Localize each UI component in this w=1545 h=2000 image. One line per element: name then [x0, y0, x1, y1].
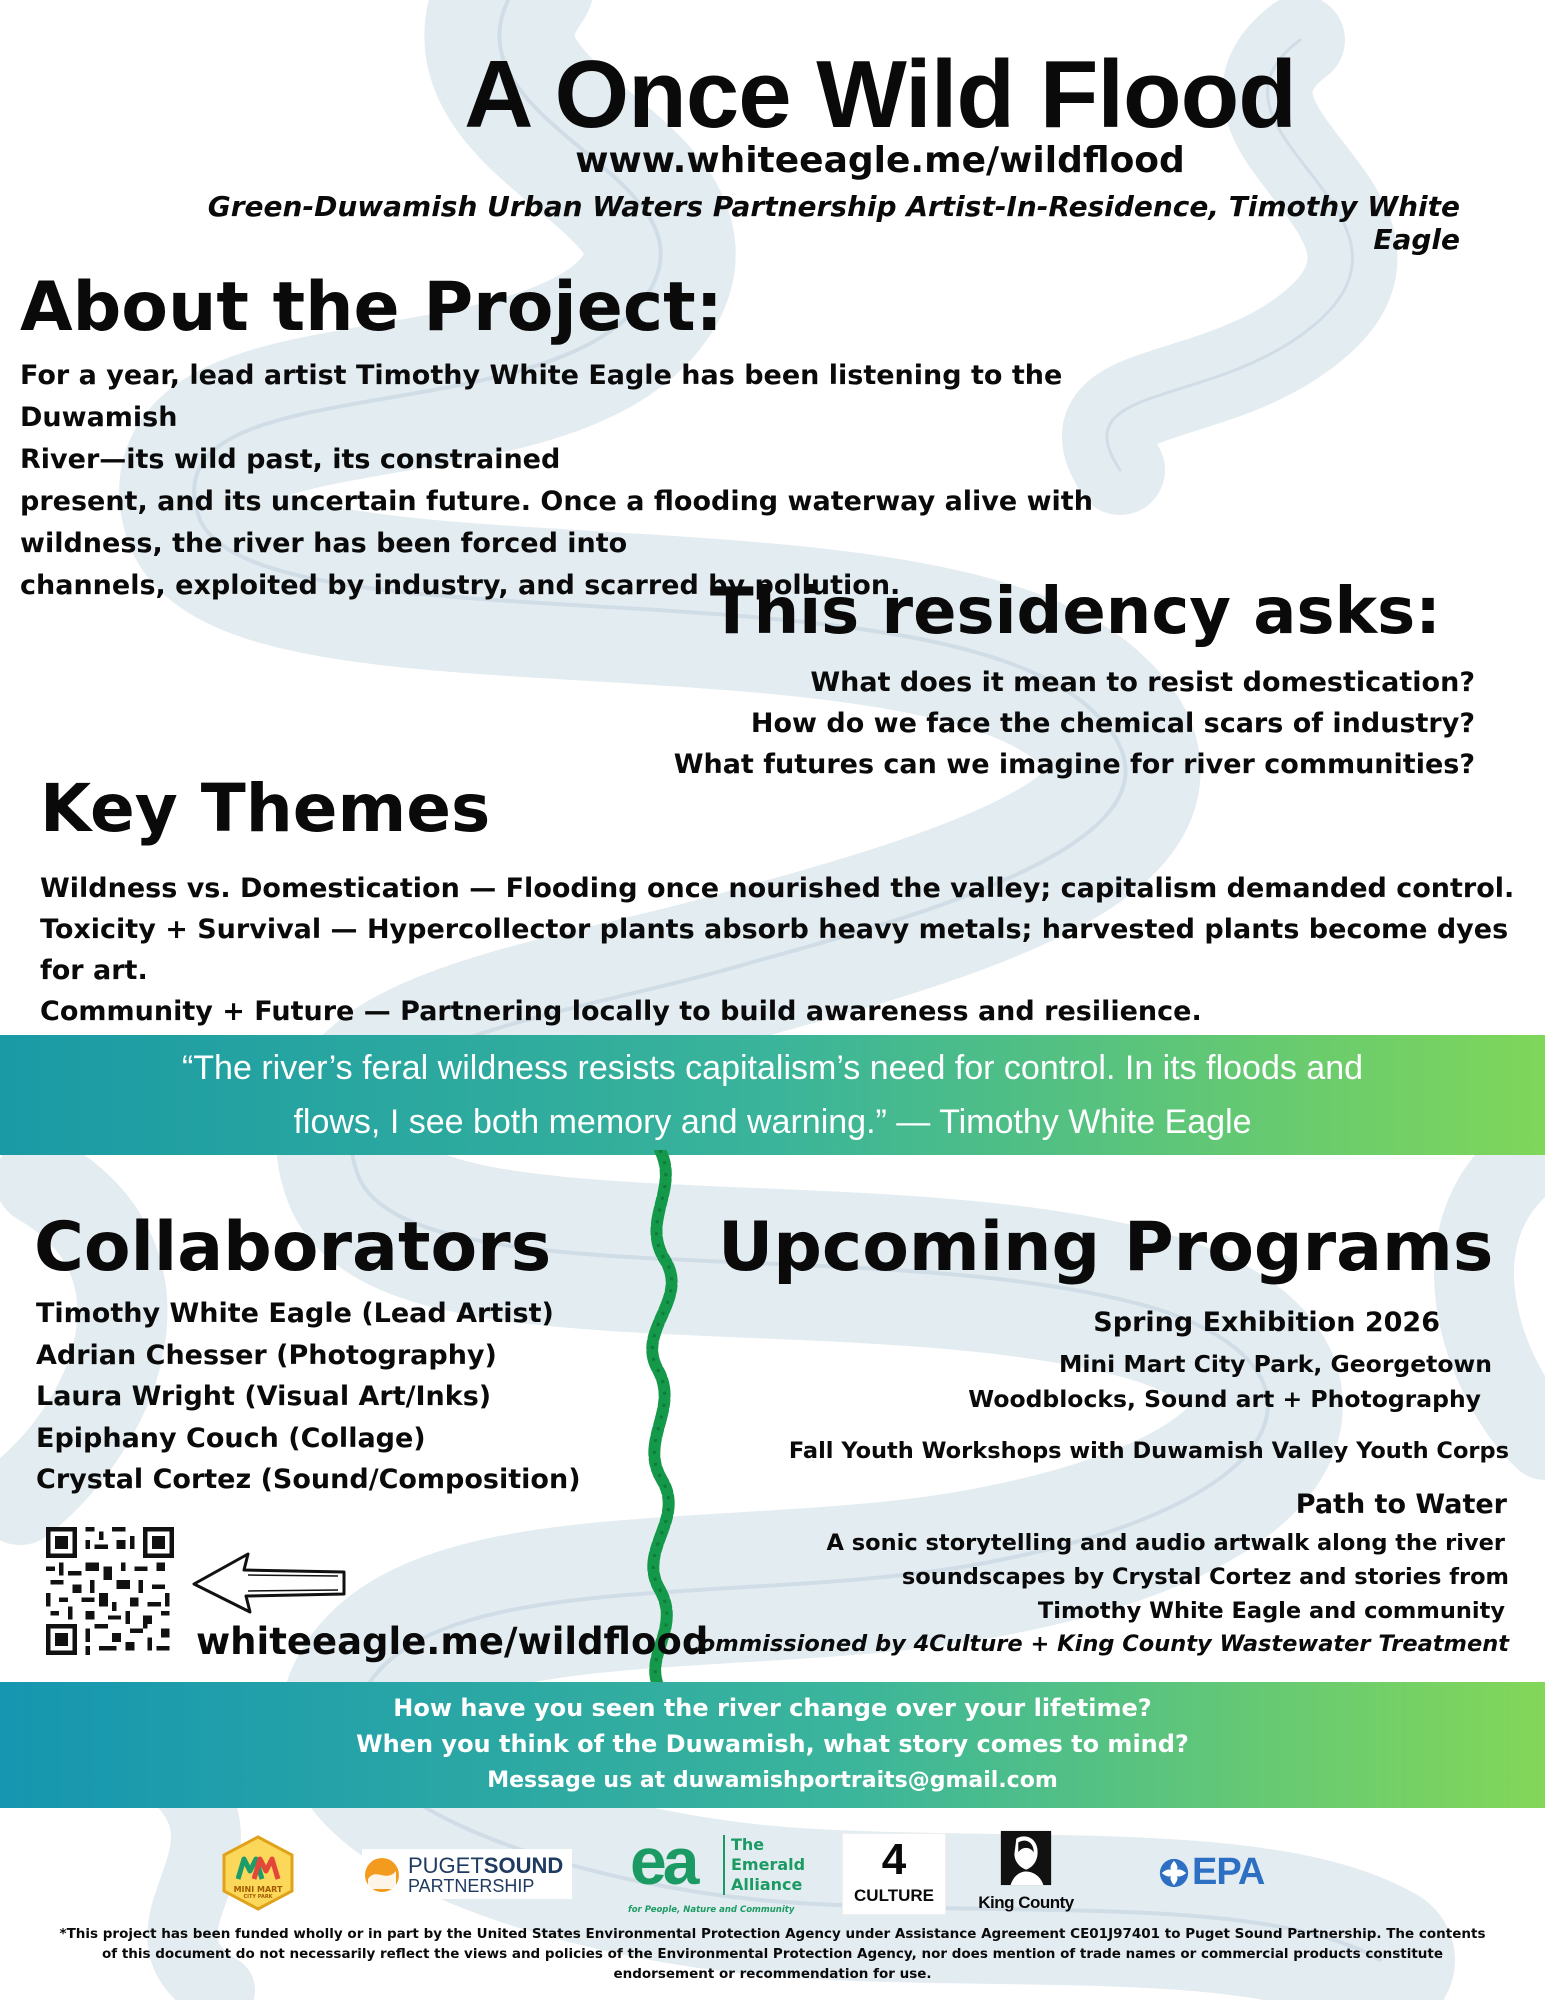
collaborator-item: Epiphany Couch (Collage) — [36, 1422, 426, 1454]
4culture-logo — [842, 1833, 946, 1915]
path-description-line: A sonic storytelling and audio artwalk along the river — [826, 1530, 1505, 1556]
mini-mart-logo — [222, 1835, 294, 1911]
exhibition-media: Woodblocks, Sound art + Photography — [968, 1385, 1481, 1413]
path-description-line: Timothy White Eagle and community — [1037, 1598, 1505, 1624]
qr-link-url[interactable]: whiteeagle.me/wildflood — [196, 1620, 709, 1663]
exhibition-location: Mini Mart City Park, Georgetown — [1058, 1350, 1492, 1378]
key-themes-list — [40, 868, 1530, 1032]
4culture-word: CULTURE — [854, 1886, 934, 1905]
ea-word: Emerald — [731, 1855, 806, 1874]
vine-divider — [620, 1150, 700, 1690]
about-paragraph — [20, 355, 1200, 607]
theme-item: Wildness vs. Domestication — Flooding once nourished the valley; capitalism demanded control. — [40, 873, 1515, 904]
4culture-number: 4 — [881, 1835, 907, 1884]
about-line: River—its wild past, its constrained — [20, 444, 561, 475]
collaborator-item: Adrian Chesser (Photography) — [36, 1339, 497, 1371]
collaborators-list — [36, 1293, 581, 1501]
cta-question: How have you seen the river change over your lifetime? — [393, 1694, 1152, 1722]
epa-flower-icon — [1158, 1857, 1190, 1889]
psp-word-partnership: PARTNERSHIP — [408, 1876, 535, 1896]
ea-mark: ea — [630, 1824, 696, 1898]
quote-line: “The river’s feral wildness resists capitalism’s need for control. In its floods and — [181, 1049, 1364, 1087]
path-description-line: soundscapes by Crystal Cortez and stories from — [901, 1564, 1509, 1590]
path-to-water-title: Path to Water — [1295, 1489, 1507, 1520]
collaborator-item: Laura Wright (Visual Art/Inks) — [36, 1381, 492, 1412]
theme-item: Toxicity + Survival — Hypercollector plants absorb heavy metals; harvested plants become dyes for art. — [40, 914, 1509, 986]
mini-mart-label: MINI MART — [233, 1885, 283, 1894]
epa-word: EPA — [1192, 1851, 1265, 1893]
king-county-logo — [978, 1827, 1074, 1923]
theme-item: Community + Future — Partnering locally to build awareness and resilience. — [40, 996, 1202, 1027]
collaborators-heading: Collaborators — [34, 1208, 552, 1287]
poster-title: A Once Wild Flood — [464, 41, 1296, 148]
epa-logo — [1158, 1851, 1278, 1897]
upcoming-programs-heading: Upcoming Programs — [718, 1208, 1494, 1287]
residency-asks-heading: This residency asks: — [710, 575, 1441, 649]
question-item: What does it mean to resist domestication? — [810, 667, 1475, 698]
youth-workshops: Fall Youth Workshops with Duwamish Valley Youth Corps — [788, 1438, 1509, 1464]
arrow-left-icon — [188, 1548, 348, 1618]
wave-circle-icon — [362, 1855, 402, 1895]
puget-sound-partnership-logo — [362, 1849, 572, 1899]
project-url[interactable]: www.whiteeagle.me/wildflood — [575, 140, 1185, 181]
mini-mart-sublabel: CITY PARK — [243, 1894, 273, 1900]
quote-line: flows, I see both memory and warning.” — Timothy White Eagle — [293, 1103, 1252, 1141]
psp-word-puget: PUGET — [408, 1853, 484, 1878]
question-item: How do we face the chemical scars of industry? — [750, 708, 1475, 739]
psp-word-sound: SOUND — [483, 1853, 564, 1878]
about-line: present, and its uncertain future. Once a flooding waterway alive with — [20, 486, 1093, 517]
about-line: wildness, the river has been forced into — [20, 528, 628, 559]
about-heading: About the Project: — [20, 268, 723, 347]
ea-word: Alliance — [731, 1875, 803, 1894]
about-line: For a year, lead artist Timothy White Eagle has been listening to the Duwamish — [20, 360, 1063, 433]
mlk-portrait-icon — [997, 1829, 1055, 1887]
residency-questions — [674, 662, 1475, 785]
key-themes-heading: Key Themes — [40, 770, 491, 847]
cta-question: When you think of the Duwamish, what story comes to mind? — [356, 1730, 1189, 1758]
path-commission: Commissioned by 4Culture + King County Wastewater Treatment — [683, 1631, 1509, 1657]
question-item: What futures can we imagine for river communities? — [673, 749, 1475, 780]
qr-code[interactable] — [46, 1527, 174, 1655]
contact-email[interactable]: Message us at duwamishportraits@gmail.com — [487, 1768, 1058, 1793]
ea-word: The — [731, 1835, 765, 1854]
call-to-action-banner — [0, 1682, 1545, 1808]
collaborator-item: Timothy White Eagle (Lead Artist) — [36, 1298, 554, 1329]
collaborator-item: Crystal Cortez (Sound/Composition) — [36, 1464, 581, 1495]
exhibition-title: Spring Exhibition 2026 — [1093, 1307, 1440, 1338]
quote-banner — [0, 1035, 1545, 1155]
funding-disclaimer: *This project has been funded wholly or in part by the United States Environmental Protection Agency under Assistance Agreement CE01J97401 to Puget Sound Partnership. The contents of this document do not necessarily reflect the views and policies of the Environmental Protection Agency, nor does mention of trade names or commercial products constitute endorsement or recommendation for use. — [59, 1926, 1486, 1982]
residency-subtitle: Green-Duwamish Urban Waters Partnership Artist-In-Residence, Timothy White Eagle — [207, 190, 1460, 256]
about-line: channels, exploited by industry, and scarred by pollution. — [20, 570, 901, 601]
king-county-word: King County — [978, 1893, 1074, 1912]
ea-tagline: for People, Nature and Community — [628, 1905, 795, 1915]
emerald-alliance-logo — [628, 1824, 808, 1923]
partner-logos — [0, 1825, 1545, 1925]
